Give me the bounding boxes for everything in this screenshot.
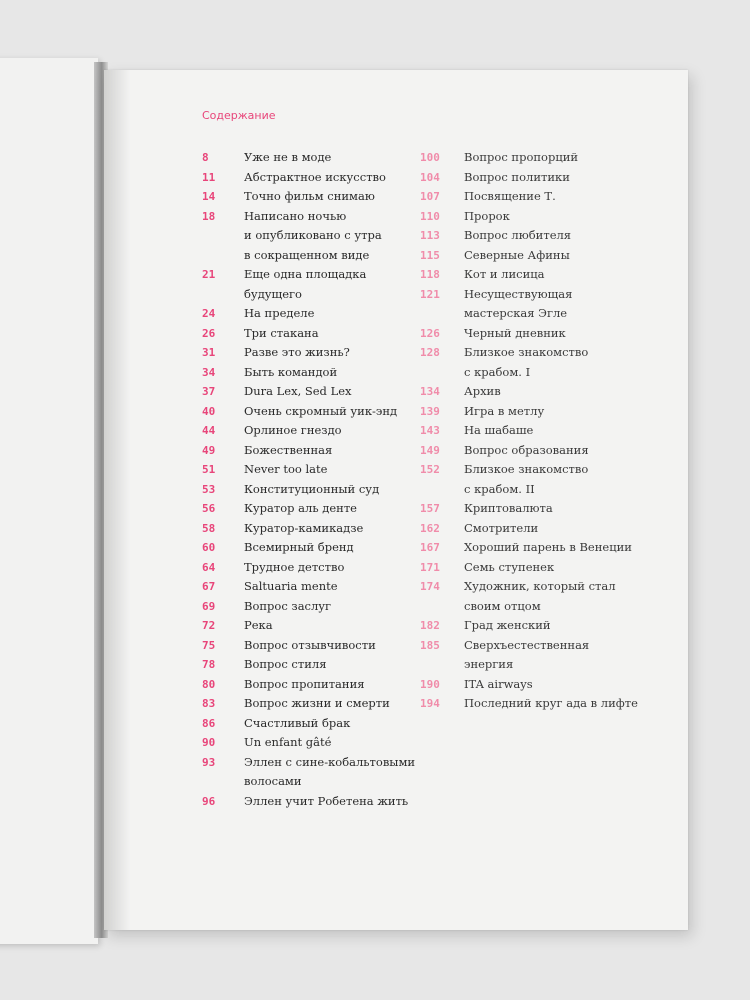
chapter-title-line: и опубликовано с утра: [244, 228, 382, 242]
page-number: 93: [202, 755, 216, 769]
chapter-title: [464, 616, 551, 636]
chapter-title-line: Близкое знакомство: [464, 345, 589, 359]
contents-entry: [202, 694, 415, 714]
page-number: 100: [420, 151, 440, 164]
page-number: 149: [420, 443, 440, 457]
page-number: 134: [420, 385, 440, 398]
chapter-title-line: Куратор-камикадзе: [244, 520, 364, 535]
chapter-title-line: Эллен учит Робетена жить: [244, 793, 409, 808]
contents-entry: [202, 597, 415, 617]
chapter-title-line: Вопрос пропорций: [464, 150, 579, 164]
page-number: 115: [420, 248, 440, 262]
chapter-title-line: Быть командой: [244, 364, 338, 379]
page-number: 86: [202, 716, 216, 730]
chapter-title: [464, 694, 638, 714]
chapter-title: [244, 480, 379, 500]
chapter-title: [464, 675, 533, 695]
chapter-title-line: Куратор аль денте: [244, 501, 357, 515]
contents-entry: [420, 577, 638, 616]
page-number: 64: [202, 560, 216, 574]
chapter-title: [244, 597, 331, 617]
page-number: 37: [202, 385, 216, 398]
contents-entry: [202, 304, 415, 324]
contents-entry: [420, 616, 638, 636]
contents-heading: Содержание: [202, 109, 276, 122]
contents-entry: [202, 324, 415, 344]
page-number: 72: [202, 619, 216, 632]
chapter-title: [244, 363, 337, 383]
chapter-title-line: Кот и лисица: [464, 267, 545, 281]
page-number: 143: [420, 424, 440, 437]
chapter-title-line: Игра в метлу: [464, 403, 545, 418]
chapter-title-line: Уже не в моде: [244, 150, 332, 164]
chapter-title: [464, 148, 578, 168]
contents-entry: [202, 187, 415, 207]
contents-entry: [202, 207, 415, 266]
contents-entry: [420, 246, 638, 266]
contents-entry: [202, 616, 415, 636]
contents-entry: [420, 402, 638, 422]
chapter-title-line: Северные Афины: [464, 247, 570, 262]
page-number: 157: [420, 502, 440, 515]
chapter-title: [464, 382, 501, 402]
chapter-title-line: энергия: [464, 657, 514, 671]
contents-entry: [202, 577, 415, 597]
contents-entry: [420, 148, 638, 168]
contents-entry: [420, 226, 638, 246]
page-number: 67: [202, 580, 216, 593]
contents-entry: [202, 714, 415, 734]
chapter-title-line: волосами: [244, 774, 302, 788]
page-number: 51: [202, 463, 216, 476]
chapter-title-line: в сокращенном виде: [244, 247, 370, 262]
chapter-title-line: ITA airways: [464, 676, 533, 691]
chapter-title: [244, 441, 332, 461]
page-number: 78: [202, 658, 216, 671]
contents-entry: [202, 363, 415, 383]
contents-entry: [420, 265, 638, 285]
contents-entry: [420, 636, 638, 675]
chapter-title: [244, 421, 342, 441]
chapter-title: [244, 343, 350, 363]
page-number: 90: [202, 736, 216, 749]
chapter-title: [244, 265, 366, 304]
page-number: 107: [420, 190, 440, 203]
chapter-title: [244, 675, 365, 695]
chapter-title-line: Never too late: [244, 462, 328, 476]
page-number: 69: [202, 599, 216, 613]
page-number: 152: [420, 463, 440, 476]
contents-entry: [420, 285, 638, 324]
page-number: 60: [202, 541, 216, 554]
chapter-title: [464, 577, 616, 616]
page-number: 8: [202, 151, 209, 164]
chapter-title-line: Написано ночью: [244, 208, 347, 223]
contents-entry: [202, 675, 415, 695]
chapter-title: [244, 655, 326, 675]
contents-entry: [420, 421, 638, 441]
page-number: 34: [202, 365, 216, 379]
chapter-title: [464, 460, 588, 499]
contents-entry: [420, 168, 638, 188]
contents-entry: [202, 343, 415, 363]
chapter-title-line: Вопрос политики: [464, 169, 570, 184]
chapter-title-line: Saltuaria mente: [244, 579, 338, 593]
contents-entry: [202, 402, 415, 422]
chapter-title-line: Пророк: [464, 208, 510, 223]
chapter-title-line: будущего: [244, 286, 302, 301]
chapter-title-line: Un enfant gâté: [244, 735, 332, 749]
page-number: 128: [420, 346, 440, 359]
page-number: 11: [202, 170, 216, 184]
chapter-title-line: Точно фильм снимаю: [244, 189, 375, 203]
contents-entry: [202, 519, 415, 539]
page-number: 118: [420, 268, 440, 281]
chapter-title-line: Вопрос пропитания: [244, 676, 365, 691]
chapter-title-line: Вопрос образования: [464, 442, 589, 457]
contents-entry: [202, 558, 415, 578]
page-number: 21: [202, 268, 216, 281]
chapter-title-line: Dura Lex, Sed Lex: [244, 384, 352, 398]
chapter-title: [464, 441, 589, 461]
chapter-title: [464, 226, 571, 246]
chapter-title: [244, 519, 363, 539]
chapter-title: [464, 538, 632, 558]
chapter-title-line: своим отцом: [464, 598, 541, 613]
chapter-title-line: Вопрос заслуг: [244, 598, 332, 613]
page-number: 40: [202, 404, 216, 418]
chapter-title: [464, 265, 545, 285]
chapter-title: [244, 148, 331, 168]
chapter-title-line: Очень скромный уик-энд: [244, 403, 398, 418]
chapter-title-line: Разве это жизнь?: [244, 345, 350, 359]
chapter-title: [464, 246, 570, 266]
contents-entry: [202, 792, 415, 812]
chapter-title-line: Счастливый брак: [244, 715, 351, 730]
chapter-title: [244, 636, 376, 656]
contents-entry: [202, 480, 415, 500]
page-number: 26: [202, 326, 216, 340]
chapter-title: [464, 207, 510, 227]
page-number: 75: [202, 638, 216, 652]
contents-entry: [202, 753, 415, 792]
chapter-title-line: Сверхъестественная: [464, 637, 590, 652]
contents-entry: [420, 187, 638, 207]
chapter-title-line: Архив: [464, 384, 501, 398]
contents-entry: [202, 655, 415, 675]
contents-left-column: [202, 148, 415, 811]
page-number: 96: [202, 794, 216, 808]
page-number: 126: [420, 326, 440, 340]
chapter-title-line: Смотрители: [464, 520, 539, 535]
chapter-title: [464, 187, 556, 207]
contents-entry: [420, 460, 638, 499]
chapter-title-line: с крабом. II: [464, 481, 535, 496]
chapter-title-line: Последний круг ада в лифте: [464, 696, 638, 710]
chapter-title-line: Абстрактное искусство: [244, 169, 386, 184]
chapter-title-line: Хороший парень в Венеции: [464, 540, 632, 554]
chapter-title-line: На пределе: [244, 306, 315, 320]
chapter-title: [244, 538, 354, 558]
chapter-title-line: Художник, который стал: [464, 579, 616, 593]
contents-entry: [202, 460, 415, 480]
chapter-title-line: Всемирный бренд: [244, 540, 354, 554]
chapter-title: [244, 168, 386, 188]
chapter-title: [244, 324, 319, 344]
chapter-title-line: Несуществующая: [464, 286, 573, 301]
chapter-title: [464, 421, 533, 441]
chapter-title-line: Трудное детство: [244, 559, 345, 574]
chapter-title: [244, 753, 415, 792]
page-number: 167: [420, 541, 440, 554]
page-number: 121: [420, 287, 440, 301]
contents-entry: [420, 382, 638, 402]
page-number: 162: [420, 521, 440, 535]
page-number: 49: [202, 443, 216, 457]
page-number: 113: [420, 229, 440, 242]
contents-entry: [420, 499, 638, 519]
chapter-title-line: Эллен с сине-кобальтовыми: [244, 754, 416, 769]
page-number: 83: [202, 697, 216, 710]
chapter-title: [244, 382, 352, 402]
contents-entry: [202, 148, 415, 168]
chapter-title-line: Град женский: [464, 618, 551, 632]
chapter-title: [464, 499, 553, 519]
contents-entry: [420, 441, 638, 461]
chapter-title-line: Божественная: [244, 442, 333, 457]
page-number: 56: [202, 502, 216, 515]
chapter-title: [244, 558, 344, 578]
contents-entry: [420, 343, 638, 382]
page-number: 171: [420, 560, 440, 574]
page-number: 182: [420, 619, 440, 632]
chapter-title-line: Семь ступенек: [464, 559, 555, 574]
page-number: 53: [202, 482, 216, 496]
contents-entry: [420, 675, 638, 695]
page-number: 104: [420, 170, 440, 184]
page-number: 80: [202, 677, 216, 691]
contents-entry: [202, 636, 415, 656]
chapter-title-line: Вопрос отзывчивости: [244, 637, 376, 652]
contents-entry: [420, 207, 638, 227]
page-number: 110: [420, 209, 440, 223]
chapter-title: [244, 792, 408, 812]
chapter-title-line: Еще одна площадка: [244, 267, 367, 281]
chapter-title: [244, 402, 397, 422]
chapter-title-line: Конституционный суд: [244, 481, 380, 496]
left-page-edge: [0, 58, 98, 944]
chapter-title-line: Река: [244, 618, 273, 632]
page-number: 18: [202, 209, 216, 223]
chapter-title: [464, 402, 544, 422]
chapter-title-line: Посвящение Т.: [464, 189, 556, 203]
contents-entry: [202, 499, 415, 519]
chapter-title-line: Черный дневник: [464, 325, 566, 340]
chapter-title-line: с крабом. I: [464, 364, 531, 379]
chapter-title: [244, 733, 331, 753]
page-number: 194: [420, 697, 440, 710]
chapter-title-line: На шабаше: [464, 423, 534, 437]
contents-entry: [420, 694, 638, 714]
chapter-title: [244, 714, 350, 734]
chapter-title-line: Вопрос любителя: [464, 228, 572, 242]
chapter-title: [244, 577, 338, 597]
contents-entry: [202, 382, 415, 402]
chapter-title-line: Вопрос стиля: [244, 657, 327, 671]
contents-entry: [202, 421, 415, 441]
chapter-title: [464, 558, 554, 578]
contents-page: [104, 70, 688, 930]
page-number: 24: [202, 307, 216, 320]
chapter-title-line: Три стакана: [244, 325, 319, 340]
chapter-title: [244, 694, 390, 714]
page-number: 58: [202, 521, 216, 535]
page-number: 190: [420, 677, 440, 691]
chapter-title: [244, 207, 382, 266]
page-number: 174: [420, 580, 440, 593]
chapter-title: [464, 519, 538, 539]
page-number: 44: [202, 424, 216, 437]
page-number: 14: [202, 190, 216, 203]
contents-entry: [202, 168, 415, 188]
chapter-title: [244, 304, 314, 324]
chapter-title: [244, 616, 273, 636]
chapter-title: [464, 343, 588, 382]
contents-entry: [202, 733, 415, 753]
chapter-title-line: Криптовалюта: [464, 501, 553, 515]
chapter-title-line: Орлиное гнездо: [244, 423, 342, 437]
chapter-title-line: Вопрос жизни и смерти: [244, 696, 390, 710]
chapter-title-line: Близкое знакомство: [464, 462, 589, 476]
chapter-title: [244, 187, 375, 207]
contents-entry: [202, 441, 415, 461]
contents-right-column: [420, 148, 638, 714]
chapter-title: [464, 285, 572, 324]
contents-entry: [420, 519, 638, 539]
chapter-title: [464, 324, 566, 344]
contents-entry: [420, 558, 638, 578]
page-number: 31: [202, 346, 216, 359]
contents-entry: [420, 538, 638, 558]
chapter-title: [464, 168, 570, 188]
contents-entry: [202, 538, 415, 558]
page-number: 185: [420, 638, 440, 652]
chapter-title: [244, 460, 327, 480]
chapter-title: [464, 636, 589, 675]
chapter-title-line: мастерская Эгле: [464, 306, 568, 320]
chapter-title: [244, 499, 357, 519]
page-number: 139: [420, 404, 440, 418]
contents-entry: [420, 324, 638, 344]
contents-entry: [202, 265, 415, 304]
